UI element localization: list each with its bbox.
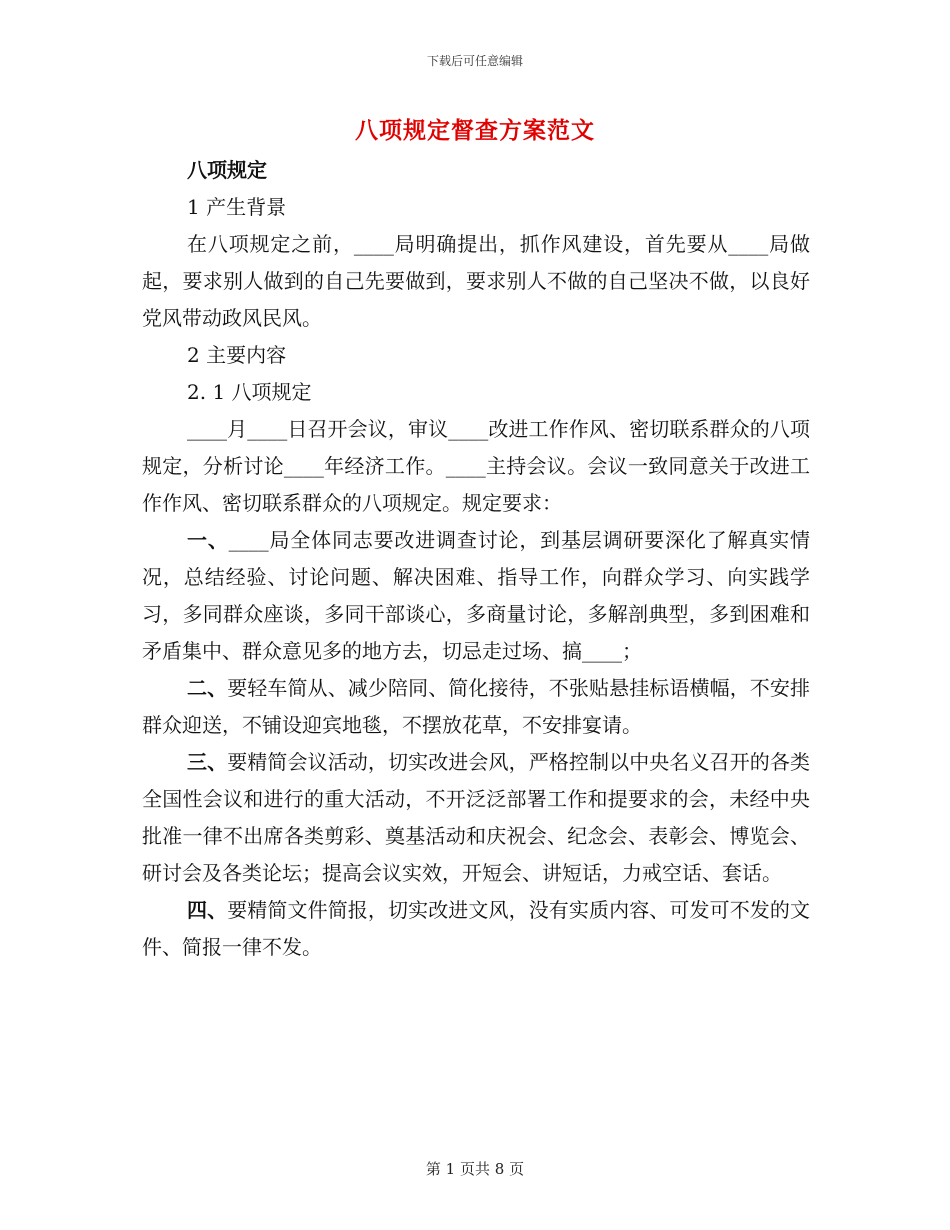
rule-item-3-text: 要精简会议活动，切实改进会风，严格控制以中央名义召开的各类全国性会议和进行的重大活动，不开泛泛部署工作和提要求的会，未经中央批准一律不出席各类剪彩、奠基活动和庆祝会、纪念会、表彰会、博览会、研讨会及各类论坛；提高会议实效，开短会、讲短话，力戒空话、套话。 <box>142 750 811 885</box>
subheading-background: 1 产生背景 <box>187 195 287 219</box>
rule-item-2-text: 要轻车简从、减少陪同、简化接待，不张贴悬挂标语横幅，不安排群众迎送，不铺设迎宾地毯，不摆放花草，不安排宴请。 <box>142 676 811 737</box>
rule-item-1-text: ____局全体同志要改进调查讨论，到基层调研要深化了解真实情况，总结经验、讨论问题、解决困难、指导工作，向群众学习、向实践学习，多同群众座谈，多同干部谈心，多商量讨论，多解剖典型，多到困难和矛盾集中、群众意见多的地方去，切忌走过场、搞____； <box>142 528 811 663</box>
rule-item-4 <box>142 892 810 966</box>
subheading-eight-rules: 2. 1 八项规定 <box>187 380 312 404</box>
subheading-main-content: 2 主要内容 <box>187 343 287 367</box>
section-heading: 八项规定 <box>187 158 267 182</box>
page-header-note: 下载后可任意编辑 <box>426 54 523 68</box>
paragraph-background: 在八项规定之前，____局明确提出，抓作风建设，首先要从____局做起，要求别人做到的自己先要做到，要求别人不做的自己坚决不做，以良好党风带动政风民风。 <box>142 232 810 330</box>
rule-item-2 <box>142 670 810 744</box>
rule-item-1 <box>142 522 810 670</box>
rule-item-1-number: 一、 <box>187 528 229 552</box>
paragraph-meeting: ____月____日召开会议，审议____改进工作作风、密切联系群众的八项规定，分析讨论____年经济工作。____主持会议。会议一致同意关于改进工作作风、密切联系群众的八项规定。规定要求： <box>142 417 810 515</box>
rule-item-3 <box>142 744 810 892</box>
document-title: 八项规定督查方案范文 <box>355 117 595 144</box>
rule-item-3-number: 三、 <box>187 750 228 774</box>
rule-item-4-text: 要精简文件简报，切实改进文风，没有实质内容、可发可不发的文件、简报一律不发。 <box>142 898 811 959</box>
page-indicator: 第 1 页共 8 页 <box>425 1160 525 1178</box>
document-body <box>142 152 810 966</box>
rule-item-2-number: 二、 <box>187 676 228 700</box>
rule-item-4-number: 四、 <box>187 898 228 922</box>
